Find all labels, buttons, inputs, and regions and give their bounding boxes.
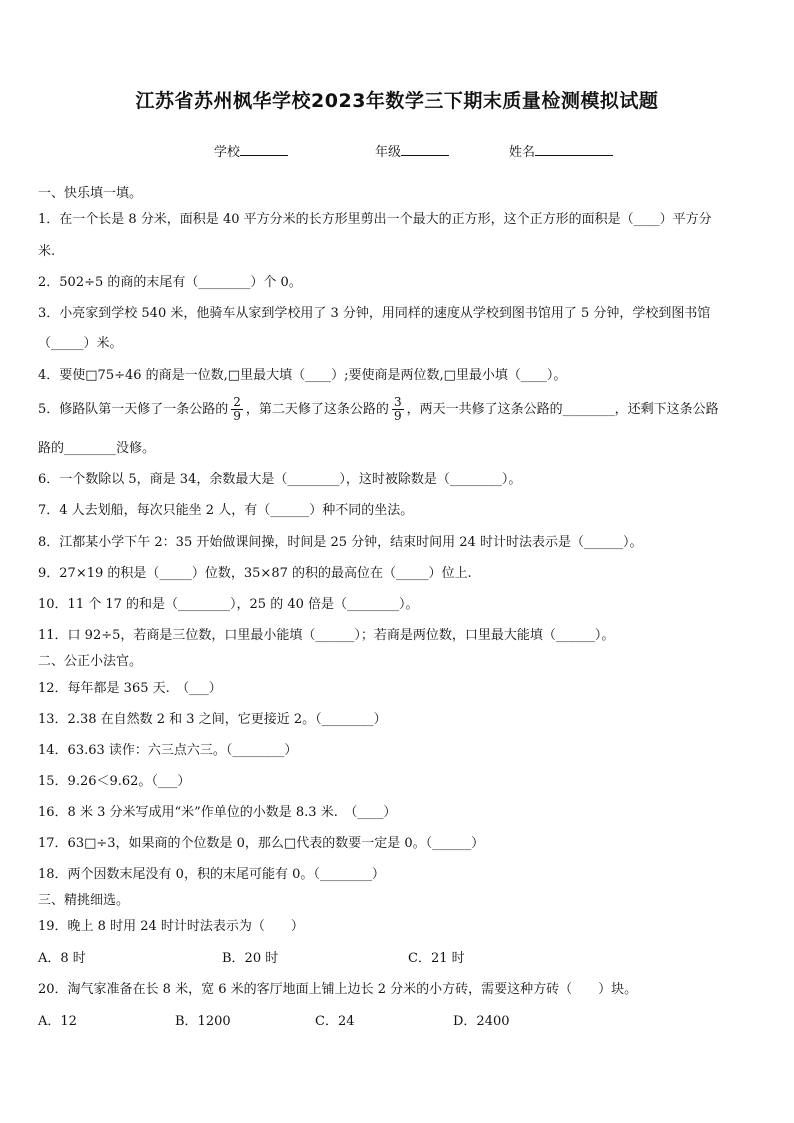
section-heading-2: 二、公正小法官。 [38, 654, 143, 669]
q20-option-b[interactable]: B．1200 [175, 1014, 231, 1029]
q20-option-c[interactable]: C．24 [315, 1014, 355, 1029]
question-19: 19．晚上 8 时用 24 时计时法表示为（ ） [38, 919, 304, 934]
fraction-denominator: 9 [393, 409, 402, 423]
question-12: 12．每年都是 365 天. （___） [38, 681, 222, 696]
question-20: 20．淘气家准备在长 8 米，宽 6 米的客厅地面上铺上边长 2 分米的小方砖，需要这种方砖（ ）块。 [38, 982, 638, 997]
question-7: 7．4 人去划船，每次只能坐 2 人，有（______）种不同的坐法。 [38, 503, 414, 518]
question-9: 9．27×19 的积是（_____）位数，35×87 的积的最高位在（_____）位上. [38, 566, 472, 581]
question-11: 11．口 92÷5，若商是三位数，口里最小能填（______）；若商是两位数，口里最大能填（______）。 [38, 628, 615, 643]
q20-option-d[interactable]: D．2400 [453, 1014, 510, 1029]
name-blank[interactable] [535, 143, 613, 156]
section-heading-3: 三、精挑细选。 [38, 893, 130, 908]
name-label: 姓名 [509, 145, 536, 160]
question-16: 16．8 米 3 分米写成用“米”作单位的小数是 8.3 米. （____） [38, 805, 397, 820]
question-5-part1: 5．修路队第一天修了一条公路的 [38, 402, 229, 417]
section-heading-1: 一、快乐填一填。 [38, 186, 143, 201]
grade-field [375, 141, 449, 160]
question-18: 18．两个因数末尾没有 0，积的末尾可能有 0。（________） [38, 867, 385, 882]
question-1-cont: 米. [38, 244, 56, 259]
q20-option-a[interactable]: A．12 [38, 1014, 77, 1029]
fraction-3-9 [392, 396, 404, 423]
name-field [509, 141, 613, 160]
question-14: 14．63.63 读作：六三点六三。（________） [38, 743, 298, 758]
question-5-part2: ，第二天修了这条公路的 [245, 402, 389, 417]
question-6: 6．一个数除以 5，商是 34，余数最大是（________），这时被除数是（________）。 [38, 472, 522, 487]
question-5-cont: 路的________没修。 [38, 441, 156, 456]
grade-blank[interactable] [401, 143, 449, 156]
question-5 [38, 395, 719, 425]
school-label: 学校 [214, 145, 241, 160]
fraction-2-9 [231, 396, 243, 423]
question-1: 1．在一个长是 8 分米，面积是 40 平方分米的长方形里剪出一个最大的正方形，这个正方形的面积是（____）平方分 [38, 212, 712, 227]
question-2: 2．502÷5 的商的末尾有（________）个 0。 [38, 275, 302, 290]
question-5-part3: ，两天一共修了这条公路的________，还剩下这条公路 [406, 402, 719, 417]
page-title: 江苏省苏州枫华学校2023年数学三下期末质量检测模拟试题 [135, 90, 659, 112]
q19-option-c[interactable]: C．21 时 [408, 951, 465, 966]
question-3-cont: （_____）米。 [38, 336, 123, 351]
grade-label: 年级 [375, 145, 402, 160]
question-15: 15．9.26＜9.62。（___） [38, 774, 191, 789]
question-8: 8．江都某小学下午 2：35 开始做课间操，时间是 25 分钟，结束时间用 24 时计时法表示是（______）。 [38, 535, 643, 550]
question-13: 13．2.38 在自然数 2 和 3 之间，它更接近 2。（________） [38, 712, 387, 727]
q19-option-b[interactable]: B．20 时 [222, 951, 279, 966]
fraction-numerator: 2 [233, 395, 241, 409]
question-3: 3．小亮家到学校 540 米，他骑车从家到学校用了 3 分钟，用同样的速度从学校到图书馆用了 5 分钟，学校到图书馆 [38, 306, 711, 321]
fraction-numerator: 3 [393, 395, 402, 409]
school-blank[interactable] [240, 143, 288, 156]
question-4: 4．要使□75÷46 的商是一位数,□里最大填（____）;要使商是两位数,□里最小填（____）。 [38, 368, 567, 383]
school-field [214, 141, 288, 160]
question-10: 10．11 个 17 的和是（________），25 的 40 倍是（________）。 [38, 597, 419, 612]
question-17: 17．63□÷3，如果商的个位数是 0，那么□代表的数要一定是 0。（______） [38, 836, 485, 851]
fraction-denominator: 9 [233, 409, 241, 423]
q19-option-a[interactable]: A．8 时 [38, 951, 86, 966]
